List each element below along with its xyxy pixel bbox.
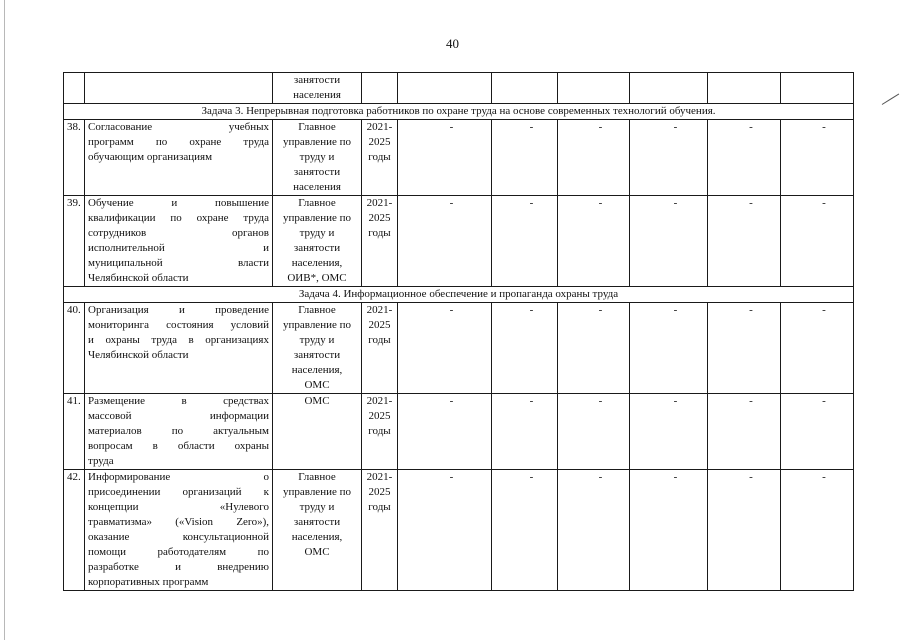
value-dash: - (529, 304, 534, 316)
executor-line: ОИВ*, ОМС (287, 272, 347, 284)
value-dash: - (449, 197, 454, 209)
table-row (64, 303, 854, 394)
measure-name-line: оказание консультационной (88, 531, 269, 543)
period-line: годы (368, 425, 391, 437)
value-dash: - (673, 197, 678, 209)
value-cell (492, 73, 558, 104)
period-line: 2025 (368, 212, 391, 224)
row-number: 39. (64, 196, 85, 287)
executor-line: Главное (298, 197, 336, 209)
executor-line: занятости (293, 166, 341, 178)
executor-line: Главное (298, 304, 336, 316)
period-line: 2021- (366, 395, 393, 407)
value-cell (398, 196, 492, 287)
row-number: 41. (64, 394, 85, 470)
value-dash: - (529, 121, 534, 133)
measure-name-line: программ по охране труда (88, 136, 269, 148)
measure-name-line: исполнительной и (88, 242, 269, 254)
executor-line: населения, (291, 257, 343, 269)
executor-line: населения, (291, 364, 343, 376)
value-cell (630, 196, 708, 287)
value-dash: - (749, 197, 753, 209)
value-dash: - (529, 471, 534, 483)
value-cell (630, 73, 708, 104)
value-cell (630, 120, 708, 196)
row-number: 42. (64, 470, 85, 591)
value-dash: - (673, 395, 678, 407)
value-dash: - (449, 304, 454, 316)
continuation-row (64, 73, 854, 104)
task-header-row (64, 287, 854, 303)
period-line: 2025 (368, 410, 391, 422)
executor-line: Главное (298, 121, 336, 133)
value-dash: - (749, 395, 753, 407)
value-dash: - (449, 395, 454, 407)
period-line: 2025 (368, 136, 391, 148)
executor-cell (273, 73, 362, 104)
value-cell (708, 73, 781, 104)
executor-line: управление по (283, 319, 351, 331)
task-header-row (64, 104, 854, 120)
executor-line: управление по (283, 212, 351, 224)
value-dash: - (598, 197, 603, 209)
period-cell (362, 73, 398, 104)
value-dash: - (749, 471, 753, 483)
executor-line: занятости (293, 242, 341, 254)
value-cell (492, 196, 558, 287)
value-cell (781, 196, 854, 287)
period-line: 2025 (368, 486, 391, 498)
value-cell (630, 394, 708, 470)
task-title: Задача 4. Информационное обеспечение и пропаганда охраны труда (64, 287, 854, 303)
executor-line: труду и (299, 227, 335, 239)
value-cell (630, 303, 708, 394)
period-line: годы (368, 501, 391, 513)
table-row (64, 120, 854, 196)
value-dash: - (822, 304, 826, 316)
measure-name-line: Информирование о (88, 471, 269, 483)
period-cell (362, 196, 398, 287)
value-dash: - (529, 197, 534, 209)
measure-name-line: Согласование учебных (88, 121, 269, 133)
value-cell (558, 470, 630, 591)
value-cell (708, 196, 781, 287)
period-line: годы (368, 151, 391, 163)
measure-name-line: концепции «Нулевого (88, 501, 269, 513)
measure-name-line: материалов по актуальным (88, 425, 269, 437)
measure-name-line: травматизма» («Vision Zero»), (88, 516, 269, 528)
value-cell (558, 73, 630, 104)
executor-line: населения (293, 181, 341, 193)
measure-name-line: муниципальной власти (88, 257, 269, 269)
period-cell (362, 470, 398, 591)
executor-line: труду и (299, 334, 335, 346)
measure-name (85, 196, 273, 287)
value-cell (398, 120, 492, 196)
measure-name-line: Обучение и повышение (88, 197, 269, 209)
table-body (64, 73, 854, 591)
measure-name-line: помощи работодателям по (88, 546, 269, 558)
executor-line: населения, (291, 531, 343, 543)
value-cell (708, 303, 781, 394)
measure-name (85, 73, 273, 104)
value-cell (398, 303, 492, 394)
period-cell (362, 394, 398, 470)
value-dash: - (822, 471, 826, 483)
executor-line: труду и (299, 151, 335, 163)
executor-line: населения (293, 89, 341, 101)
value-dash: - (822, 121, 826, 133)
executor-line: занятости (293, 516, 341, 528)
measure-name-line: труда (88, 455, 114, 467)
table-row (64, 470, 854, 591)
executor-line: ОМС (304, 379, 330, 391)
executor-cell (273, 196, 362, 287)
row-number (64, 73, 85, 104)
value-cell (558, 394, 630, 470)
executor-line: управление по (283, 486, 351, 498)
value-dash: - (673, 121, 678, 133)
measure-name (85, 120, 273, 196)
scan-edge-line (4, 0, 5, 640)
value-cell (492, 470, 558, 591)
period-line: 2021- (366, 304, 393, 316)
value-dash: - (822, 197, 826, 209)
value-cell (558, 303, 630, 394)
period-line: 2021- (366, 121, 393, 133)
value-dash: - (598, 121, 603, 133)
measure-name-line: обучающим организациям (88, 151, 213, 163)
value-cell (398, 73, 492, 104)
period-line: 2025 (368, 319, 391, 331)
value-cell (492, 120, 558, 196)
value-cell (781, 470, 854, 591)
value-cell (398, 470, 492, 591)
value-dash: - (749, 304, 753, 316)
period-line: годы (368, 227, 391, 239)
measure-name-line: вопросам в области охраны (88, 440, 269, 452)
measure-name-line: и охраны труда в организациях (88, 334, 269, 346)
measure-name-line: квалификации по охране труда (88, 212, 269, 224)
value-cell (558, 196, 630, 287)
value-dash: - (598, 395, 603, 407)
value-dash: - (449, 471, 454, 483)
measure-name-line: Размещение в средствах (88, 395, 269, 407)
measure-name-line: сотрудников органов (88, 227, 269, 239)
value-dash: - (598, 471, 603, 483)
measure-name-line: мониторинга состояния условий (88, 319, 269, 331)
measure-name-line: Челябинской области (88, 349, 189, 361)
value-cell (781, 303, 854, 394)
value-cell (708, 120, 781, 196)
value-dash: - (749, 121, 753, 133)
scan-artifact-mark (882, 93, 899, 104)
value-dash: - (529, 395, 534, 407)
executor-cell (273, 120, 362, 196)
row-number: 40. (64, 303, 85, 394)
value-cell (708, 470, 781, 591)
executor-cell (273, 470, 362, 591)
value-cell (781, 73, 854, 104)
executor-line: занятости (293, 349, 341, 361)
value-dash: - (673, 471, 678, 483)
row-number: 38. (64, 120, 85, 196)
executor-line: Главное (298, 471, 336, 483)
executor-line: труду и (299, 501, 335, 513)
measures-table (63, 72, 854, 591)
executor-cell (273, 394, 362, 470)
table-row (64, 394, 854, 470)
task-title: Задача 3. Непрерывная подготовка работников по охране труда на основе современных технологий обучения. (64, 104, 854, 120)
measure-name-line: корпоративных программ (88, 576, 209, 588)
measure-name (85, 303, 273, 394)
period-line: 2021- (366, 471, 393, 483)
value-cell (781, 394, 854, 470)
value-dash: - (598, 304, 603, 316)
period-cell (362, 120, 398, 196)
measure-name-line: Организация и проведение (88, 304, 269, 316)
page-number: 40 (446, 36, 459, 51)
executor-line: ОМС (304, 546, 330, 558)
executor-line: занятости (293, 74, 341, 86)
measure-name-line: массовой информации (88, 410, 269, 422)
value-dash: - (673, 304, 678, 316)
value-cell (708, 394, 781, 470)
measure-name-line: Челябинской области (88, 272, 189, 284)
value-dash: - (822, 395, 826, 407)
value-dash: - (449, 121, 454, 133)
value-cell (781, 120, 854, 196)
value-cell (558, 120, 630, 196)
period-line: годы (368, 334, 391, 346)
table-row (64, 196, 854, 287)
measure-name (85, 394, 273, 470)
executor-line: управление по (283, 136, 351, 148)
executor-cell (273, 303, 362, 394)
value-cell (398, 394, 492, 470)
period-cell (362, 303, 398, 394)
value-cell (630, 470, 708, 591)
value-cell (492, 394, 558, 470)
measure-name-line: разработке и внедрению (88, 561, 269, 573)
measure-name-line: присоединении организаций к (88, 486, 269, 498)
measure-name (85, 470, 273, 591)
value-cell (492, 303, 558, 394)
period-line: 2021- (366, 197, 393, 209)
executor-line: ОМС (304, 395, 330, 407)
